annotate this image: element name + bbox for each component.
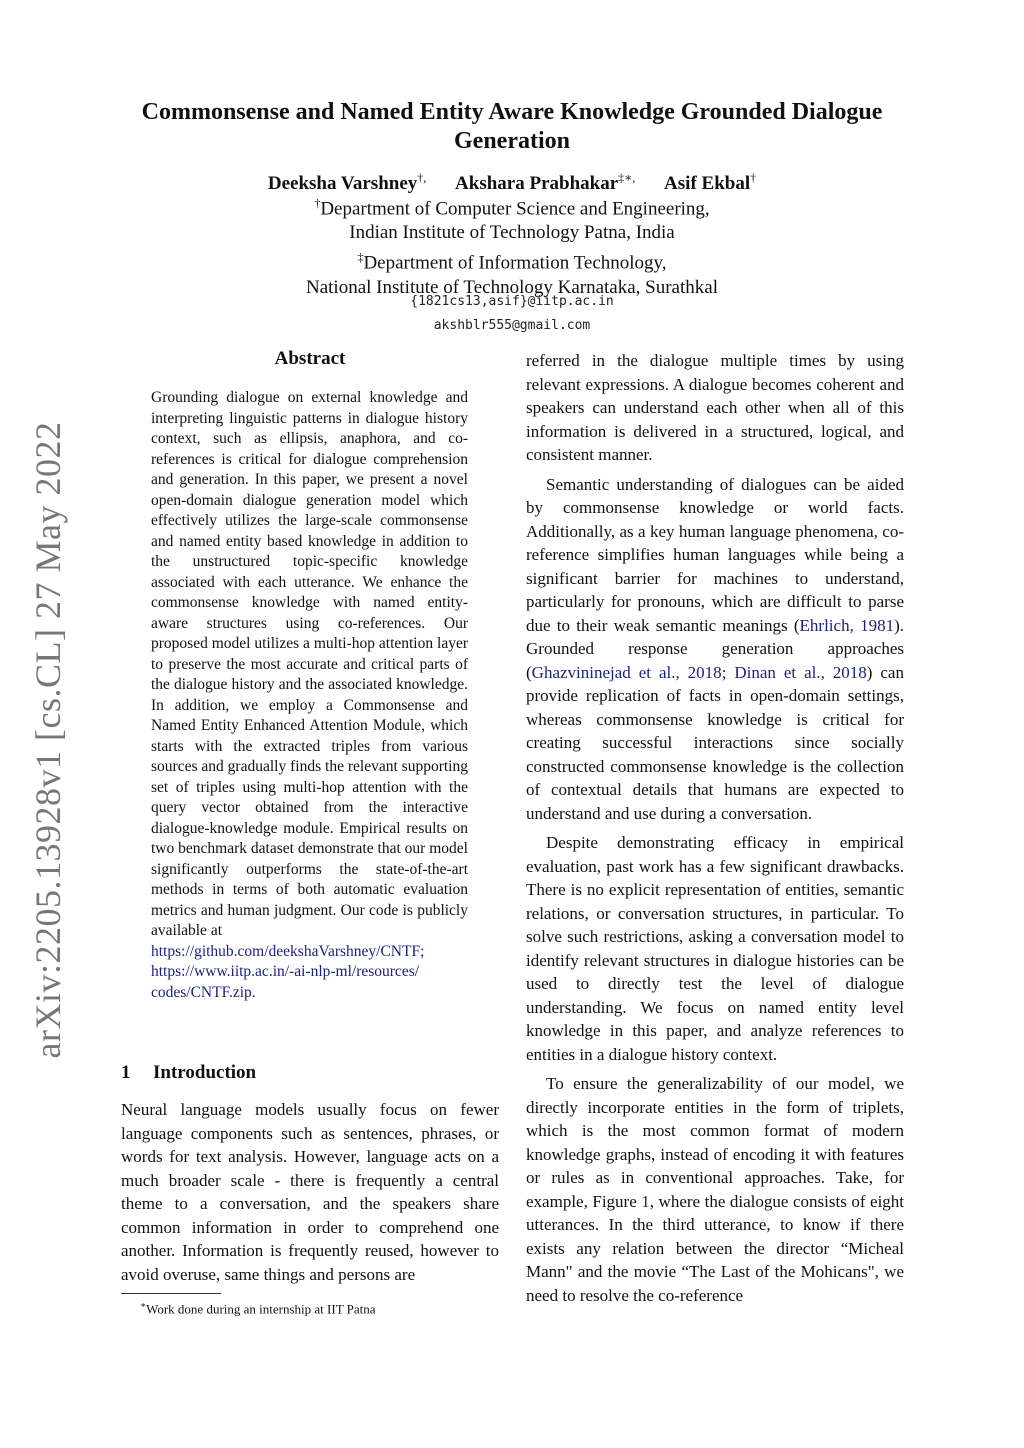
paragraph-text: ) can provide replication of facts in open-domain settings, whereas commonsense knowledge is critical for creating successful interactions since socially constructed commonsense knowledge is the collection of contextual details that humans are expected to understand and use during a conversation. xyxy=(526,662,904,823)
affiliation-line: Indian Institute of Technology Patna, India xyxy=(349,222,675,244)
citation-link[interactable]: Dinan et al., 2018 xyxy=(734,662,867,682)
author-name: Akshara Prabhakar xyxy=(455,173,619,195)
footnote-text: Work done during an internship at IIT Patna xyxy=(146,1301,376,1317)
section-title: Introduction xyxy=(153,1062,257,1083)
paragraph-text: Semantic understanding of dialogues can be aided by commonsense knowledge or world facts. Additionally, as a key human language phenomena, co-reference simplifies human languages while being a significant barrier for machines to understand, particularly for pronouns, which are difficult to parse due to their weak semantic meanings ( xyxy=(526,474,904,635)
author-emails xyxy=(120,290,904,338)
figure-reference-link[interactable]: 1 xyxy=(641,1191,650,1211)
section-heading-introduction xyxy=(121,1062,501,1084)
email-line: {1821cs13,asif}@iitp.ac.in xyxy=(410,294,614,309)
affiliation-mark: ‡ xyxy=(357,250,364,265)
email-line: akshblr555@gmail.com xyxy=(433,318,591,333)
affiliation-mark: † xyxy=(314,196,321,210)
affiliation-line xyxy=(120,245,904,275)
footnote-mark: ∗ xyxy=(140,1300,147,1310)
author-name: Deeksha Varshney xyxy=(267,173,418,195)
author-name: Asif Ekbal xyxy=(664,173,751,195)
paragraph xyxy=(526,1072,904,1307)
footnote-rule xyxy=(121,1293,221,1294)
paragraph: referred in the dialogue multiple times by using relevant expressions. A dialogue becomes coherent and speakers can understand each other when all of this information is delivered in a structured, logical, and consistent manner. xyxy=(526,351,904,464)
paragraph xyxy=(526,473,904,826)
abstract-text: Grounding dialogue on external knowledge and interpreting linguistic patterns in dialogue history context, such as ellipsis, anaphora, and co-references is critical for dialogue comprehension and generation. In this paper, we present a novel open-domain dialogue generation model which effectively utilizes the large-scale commonsense and named entity based knowledge in addition to the unstructured topic-specific knowledge associated with each utterance. We enhance the commonsense knowledge with named entity-aware structures using co-references. Our proposed model utilizes a multi-hop attention layer to preserve the most accurate and critical parts of the dialogue history and the associated knowledge. In addition, we employ a Commonsense and Named Entity Enhanced Attention Module, which starts with the extracted triples from various sources and gradually finds the relevant supporting set of triples using multi-hop attention with the query vector obtained from the interactive dialogue-knowledge module. Empirical results on two benchmark dataset demonstrate that our model significantly outperforms the state-of-the-art methods in terms of both automatic evaluation metrics and human judgment. Our code is publicly available at xyxy=(151,389,468,939)
code-link-github[interactable]: https://github.com/deekshaVarshney/CNTF; xyxy=(151,942,425,960)
title-line-1: Commonsense and Named Entity Aware Knowledge Grounded Dialogue xyxy=(141,99,883,125)
code-link-iitp[interactable]: https://www.iitp.ac.in/-ai-nlp-ml/resources/ xyxy=(151,963,420,980)
author-mark: † xyxy=(750,171,757,185)
right-column xyxy=(526,349,904,1307)
paragraph: Despite demonstrating efficacy in empirical evaluation, past work has a few significant drawbacks. There is no explicit representation of entities, semantic relations, or conversation structures, in particular. To solve such restrictions, asking a conversation model to identify relevant structures in dialogue histories can be used to directly test the level of dialogue understanding. We focus on named entity level knowledge in this paper, and analyze references to entities in a dialogue history context. xyxy=(526,833,904,1064)
author-mark: †, xyxy=(417,171,427,185)
title-line-2: Generation xyxy=(454,128,570,154)
citation-link[interactable]: Ghazvininejad et al., 2018 xyxy=(531,662,722,682)
code-link-iitp-cont[interactable]: codes/CNTF.zip. xyxy=(151,983,256,1001)
paper-title xyxy=(120,98,904,156)
author-mark: ‡∗, xyxy=(618,171,636,185)
affiliation-text: Department of Information Technology, xyxy=(363,252,667,274)
affiliation-line xyxy=(120,191,904,221)
section-number: 1 xyxy=(121,1062,131,1083)
citation-link[interactable]: Ehrlich, 1981 xyxy=(799,615,895,635)
abstract-body xyxy=(151,388,468,1003)
paragraph-text: ). Grounded response generation approaches ( xyxy=(526,615,904,682)
affiliations xyxy=(120,191,904,300)
arxiv-sidebar-stamp xyxy=(18,420,78,1060)
paragraph: Neural language models usually focus on fewer language components such as sentences, phrases, or words for text analysis. However, language acts on a much broader scale - there is frequently a central theme to a conversation, and the speakers share common information in order to comprehend one another. Information is frequently reused, however to avoid overuse, same things and persons are xyxy=(121,1100,499,1284)
introduction-body xyxy=(121,1098,499,1286)
affiliation-line: National Institute of Technology Karnataka, Surathkal xyxy=(306,276,718,298)
arxiv-identifier: arXiv:2205.13928v1 [cs.CL] 27 May 2022 xyxy=(28,421,68,1059)
paragraph-text: To ensure the generalizability of our model, we directly incorporate entities in the form of triplets, which is the most common format of modern knowledge graphs, instead of encoding it with features or rules as in conventional approaches. Take, for example, Figure xyxy=(526,1074,904,1211)
affiliation-text: Department of Computer Science and Engineering, xyxy=(320,198,710,220)
footnote xyxy=(140,1296,500,1318)
abstract-heading: Abstract xyxy=(274,348,346,369)
citation-separator: ; xyxy=(721,662,735,682)
paragraph-text: , where the dialogue consists of eight utterances. In the third utterance, to know if there exists any relation between the director “Micheal Mann" and the movie “The Last of the Mohicans", we need to resolve the co-reference xyxy=(526,1191,905,1305)
